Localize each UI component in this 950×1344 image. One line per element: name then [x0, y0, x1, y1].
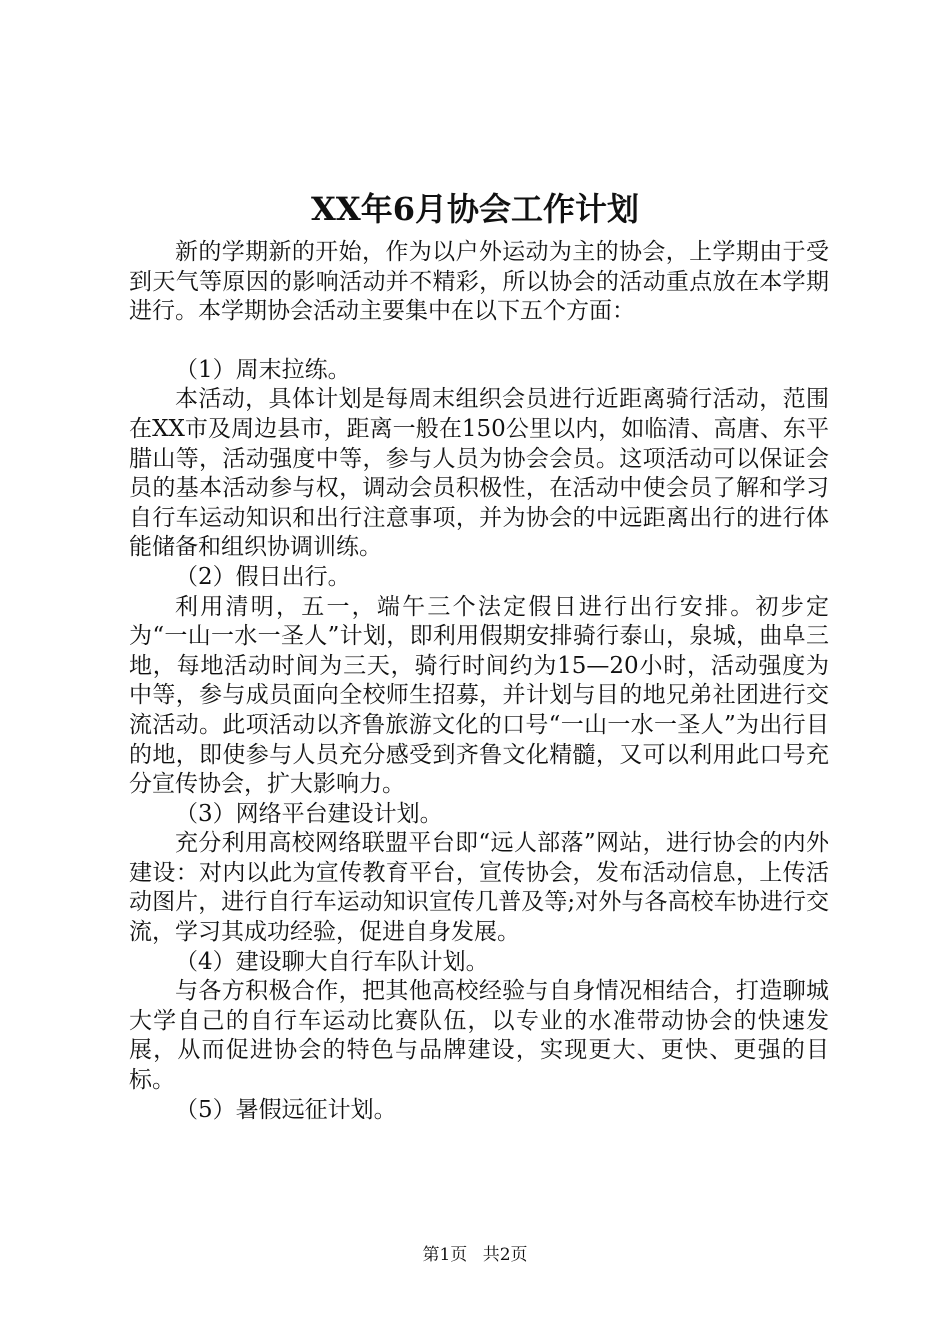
- document-body: [129, 238, 829, 1125]
- page-total: 共2页: [482, 1245, 528, 1265]
- section-heading-weekend-training: （1）周末拉练。: [175, 356, 351, 383]
- document-title: XX年6月协会工作计划: [311, 190, 639, 228]
- section-heading-cycling-team: （4）建设聊大自行车队计划。: [175, 948, 489, 975]
- section-heading-summer-expedition: （5）暑假远征计划。: [175, 1096, 397, 1123]
- paragraph-weekend-training: 本活动，具体计划是每周末组织会员进行近距离骑行活动，范围在XX市及周边县市，距离一般在150公里以内，如临清、高唐、东平腊山等，活动强度中等，参与人员为协会会员。这项活动可以保证会员的基本活动参与权，调动会员积极性，在活动中使会员了解和学习自行车运动知识和出行注意事项，并为协会的中远距离出行的进行体能储备和组织协调训练。: [129, 386, 829, 561]
- page-footer: [0, 1244, 950, 1266]
- intro-paragraph: 新的学期新的开始，作为以户外运动为主的协会，上学期由于受到天气等原因的影响活动并不精彩，所以协会的活动重点放在本学期进行。本学期协会活动主要集中在以下五个方面：: [129, 239, 829, 325]
- section-heading-holiday-trips: （2）假日出行。: [175, 563, 351, 590]
- paragraph-network-platform: 充分利用高校网络联盟平台即“远人部落”网站，进行协会的内外建设：对内以此为宣传教育平台，宣传协会，发布活动信息，上传活动图片，进行自行车运动知识宣传几普及等;对外与各高校车协进行交流，学习其成功经验，促进自身发展。: [129, 830, 829, 946]
- paragraph-holiday-trips: 利用清明，五一，端午三个法定假日进行出行安排。初步定为“一山一水一圣人”计划，即利用假期安排骑行泰山，泉城，曲阜三地，每地活动时间为三天，骑行时间约为15—20小时，活动强度为中等，参与成员面向全校师生招募，并计划与目的地兄弟社团进行交流活动。此项活动以齐鲁旅游文化的口号“一山一水一圣人”为出行目的地，即使参与人员充分感受到齐鲁文化精髓，又可以利用此口号充分宣传协会，扩大影响力。: [129, 593, 829, 798]
- page-number: 第1页: [422, 1245, 468, 1265]
- section-heading-network-platform: （3）网络平台建设计划。: [175, 800, 443, 827]
- paragraph-cycling-team: 与各方积极合作，把其他高校经验与自身情况相结合，打造聊城大学自己的自行车运动比赛队伍，以专业的水准带动协会的快速发展，从而促进协会的特色与品牌建设，实现更大、更快、更强的目标。: [129, 978, 829, 1094]
